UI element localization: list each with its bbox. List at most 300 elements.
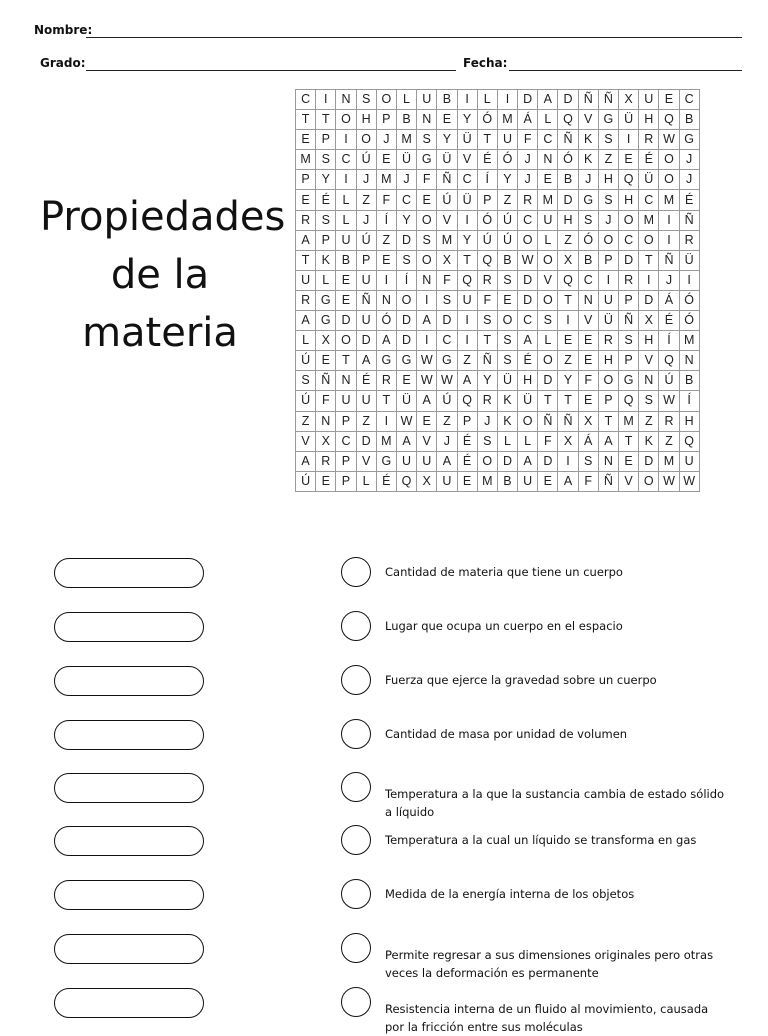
grid-cell[interactable]: E <box>336 270 356 290</box>
answer-box-2[interactable] <box>54 612 204 642</box>
grid-cell[interactable]: L <box>538 110 558 130</box>
grid-cell[interactable]: I <box>376 270 396 290</box>
answer-box-5[interactable] <box>54 773 204 803</box>
grid-cell[interactable]: Ü <box>619 110 639 130</box>
grid-cell[interactable]: A <box>417 391 437 411</box>
grid-cell[interactable]: U <box>417 451 437 471</box>
grid-cell[interactable]: R <box>296 290 316 310</box>
date-field[interactable] <box>509 70 742 71</box>
grid-cell[interactable]: D <box>497 451 517 471</box>
grid-cell[interactable]: S <box>417 130 437 150</box>
grid-cell[interactable]: L <box>356 471 376 491</box>
grid-cell[interactable]: Ó <box>477 110 497 130</box>
grid-cell[interactable]: É <box>477 150 497 170</box>
grid-cell[interactable]: G <box>619 371 639 391</box>
grid-cell[interactable]: W <box>659 471 679 491</box>
grid-cell[interactable]: Q <box>619 391 639 411</box>
match-circle-3[interactable] <box>341 665 371 695</box>
grid-cell[interactable]: B <box>336 250 356 270</box>
grid-cell[interactable]: C <box>518 210 538 230</box>
grid-cell[interactable]: P <box>336 451 356 471</box>
grid-cell[interactable]: X <box>558 431 578 451</box>
grid-cell[interactable]: O <box>518 411 538 431</box>
grid-cell[interactable]: R <box>518 190 538 210</box>
grid-cell[interactable]: T <box>316 110 336 130</box>
grid-cell[interactable]: S <box>497 351 517 371</box>
grid-cell[interactable]: X <box>417 471 437 491</box>
grid-cell[interactable]: S <box>437 290 457 310</box>
grid-cell[interactable]: V <box>578 110 598 130</box>
grid-cell[interactable]: E <box>376 150 396 170</box>
grid-cell[interactable]: W <box>396 411 416 431</box>
grid-cell[interactable]: Ú <box>296 391 316 411</box>
match-circle-5[interactable] <box>341 772 371 802</box>
grid-cell[interactable]: D <box>558 190 578 210</box>
grid-cell[interactable]: D <box>396 230 416 250</box>
grid-cell[interactable]: V <box>417 431 437 451</box>
grid-cell[interactable]: I <box>679 270 699 290</box>
grid-cell[interactable]: R <box>598 331 618 351</box>
grid-cell[interactable]: N <box>336 371 356 391</box>
grid-cell[interactable]: E <box>316 471 336 491</box>
grid-cell[interactable]: C <box>437 331 457 351</box>
grid-cell[interactable]: C <box>518 311 538 331</box>
grid-cell[interactable]: J <box>659 270 679 290</box>
grid-cell[interactable]: E <box>659 90 679 110</box>
grid-cell[interactable]: C <box>619 230 639 250</box>
grid-cell[interactable]: F <box>376 190 396 210</box>
grid-cell[interactable]: F <box>316 391 336 411</box>
grid-cell[interactable]: Z <box>376 230 396 250</box>
grid-cell[interactable]: V <box>538 270 558 290</box>
grid-cell[interactable]: B <box>578 250 598 270</box>
grid-cell[interactable]: X <box>316 431 336 451</box>
grid-cell[interactable]: N <box>316 411 336 431</box>
grid-cell[interactable]: Z <box>356 411 376 431</box>
grid-cell[interactable]: P <box>296 170 316 190</box>
grid-cell[interactable]: T <box>558 290 578 310</box>
grid-cell[interactable]: G <box>417 150 437 170</box>
grid-cell[interactable]: T <box>538 391 558 411</box>
grid-cell[interactable]: W <box>679 471 699 491</box>
grid-cell[interactable]: I <box>457 210 477 230</box>
grid-cell[interactable]: U <box>356 391 376 411</box>
grid-cell[interactable]: H <box>619 190 639 210</box>
grid-cell[interactable]: I <box>336 170 356 190</box>
grid-cell[interactable]: H <box>518 371 538 391</box>
grid-cell[interactable]: P <box>598 250 618 270</box>
grid-cell[interactable]: T <box>336 351 356 371</box>
grid-cell[interactable]: E <box>296 190 316 210</box>
grid-cell[interactable]: É <box>457 451 477 471</box>
grid-cell[interactable]: E <box>457 471 477 491</box>
grid-cell[interactable]: T <box>619 431 639 451</box>
grid-cell[interactable]: M <box>639 210 659 230</box>
grid-cell[interactable]: U <box>296 270 316 290</box>
grid-cell[interactable]: M <box>659 190 679 210</box>
grid-cell[interactable]: Q <box>619 170 639 190</box>
grid-cell[interactable]: Z <box>598 150 618 170</box>
grid-cell[interactable]: E <box>558 331 578 351</box>
grid-cell[interactable]: I <box>336 130 356 150</box>
grid-cell[interactable]: S <box>356 90 376 110</box>
grid-cell[interactable]: B <box>679 371 699 391</box>
grid-cell[interactable]: É <box>457 431 477 451</box>
grid-cell[interactable]: Í <box>477 170 497 190</box>
grid-cell[interactable]: Y <box>457 230 477 250</box>
grid-cell[interactable]: I <box>457 311 477 331</box>
grid-cell[interactable]: Q <box>659 110 679 130</box>
grid-cell[interactable]: Ó <box>497 150 517 170</box>
grid-cell[interactable]: L <box>296 331 316 351</box>
grid-cell[interactable]: A <box>598 431 618 451</box>
grid-cell[interactable]: P <box>336 471 356 491</box>
grid-cell[interactable]: T <box>296 110 316 130</box>
grid-cell[interactable]: I <box>417 290 437 310</box>
grid-cell[interactable]: D <box>639 451 659 471</box>
grid-cell[interactable]: Ü <box>639 170 659 190</box>
grid-cell[interactable]: M <box>396 130 416 150</box>
grid-cell[interactable]: N <box>538 150 558 170</box>
grid-cell[interactable]: T <box>639 250 659 270</box>
answer-box-6[interactable] <box>54 826 204 856</box>
grid-cell[interactable]: Ü <box>457 190 477 210</box>
grid-cell[interactable]: B <box>396 110 416 130</box>
grid-cell[interactable]: Ü <box>497 371 517 391</box>
grid-cell[interactable]: A <box>296 230 316 250</box>
grid-cell[interactable]: L <box>336 210 356 230</box>
grid-cell[interactable]: R <box>619 270 639 290</box>
grid-cell[interactable]: J <box>679 170 699 190</box>
grid-cell[interactable]: Ñ <box>538 411 558 431</box>
grid-cell[interactable]: U <box>598 290 618 310</box>
grid-cell[interactable]: A <box>538 90 558 110</box>
answer-box-9[interactable] <box>54 988 204 1018</box>
grid-cell[interactable]: E <box>538 471 558 491</box>
grid-cell[interactable]: Q <box>396 471 416 491</box>
grid-cell[interactable]: D <box>396 311 416 331</box>
grid-cell[interactable]: X <box>639 311 659 331</box>
grid-cell[interactable]: H <box>558 210 578 230</box>
grid-cell[interactable]: Y <box>457 110 477 130</box>
grid-cell[interactable]: Ñ <box>598 90 618 110</box>
grid-cell[interactable]: S <box>396 250 416 270</box>
grid-cell[interactable]: Ñ <box>598 471 618 491</box>
grid-cell[interactable]: Q <box>477 250 497 270</box>
grid-cell[interactable]: J <box>518 150 538 170</box>
grid-cell[interactable]: V <box>578 311 598 331</box>
grid-cell[interactable]: Ú <box>497 230 517 250</box>
grid-cell[interactable]: S <box>639 391 659 411</box>
grid-cell[interactable]: Ó <box>578 230 598 250</box>
grid-cell[interactable]: A <box>296 451 316 471</box>
grid-cell[interactable]: D <box>518 90 538 110</box>
grid-cell[interactable]: X <box>316 331 336 351</box>
grid-cell[interactable]: J <box>679 150 699 170</box>
grid-cell[interactable]: U <box>437 471 457 491</box>
grid-cell[interactable]: R <box>659 411 679 431</box>
grid-cell[interactable]: É <box>639 150 659 170</box>
grid-cell[interactable]: A <box>417 311 437 331</box>
grid-cell[interactable]: E <box>578 331 598 351</box>
grid-cell[interactable]: Ú <box>356 230 376 250</box>
grid-cell[interactable]: F <box>578 371 598 391</box>
grid-cell[interactable]: G <box>578 190 598 210</box>
grid-cell[interactable]: Ó <box>679 290 699 310</box>
grid-cell[interactable]: C <box>396 190 416 210</box>
grid-cell[interactable]: J <box>578 170 598 190</box>
grid-cell[interactable]: T <box>598 411 618 431</box>
grid-cell[interactable]: M <box>538 190 558 210</box>
grid-cell[interactable]: S <box>619 331 639 351</box>
grid-cell[interactable]: N <box>376 290 396 310</box>
grid-cell[interactable]: I <box>598 270 618 290</box>
grid-cell[interactable]: C <box>578 270 598 290</box>
grid-cell[interactable]: E <box>578 351 598 371</box>
grid-cell[interactable]: Ñ <box>619 311 639 331</box>
grid-cell[interactable]: R <box>477 270 497 290</box>
grid-cell[interactable]: D <box>538 451 558 471</box>
grid-cell[interactable]: J <box>477 411 497 431</box>
grid-cell[interactable]: W <box>417 371 437 391</box>
grid-cell[interactable]: O <box>356 130 376 150</box>
grid-cell[interactable]: N <box>679 351 699 371</box>
grid-cell[interactable]: U <box>396 451 416 471</box>
grid-cell[interactable]: U <box>356 311 376 331</box>
grid-cell[interactable]: D <box>518 290 538 310</box>
grid-cell[interactable]: A <box>518 451 538 471</box>
answer-box-1[interactable] <box>54 558 204 588</box>
grid-cell[interactable]: S <box>316 210 336 230</box>
grid-cell[interactable]: O <box>417 250 437 270</box>
grid-cell[interactable]: Ú <box>296 471 316 491</box>
grid-cell[interactable]: J <box>598 210 618 230</box>
grid-cell[interactable]: S <box>316 150 336 170</box>
grid-cell[interactable]: H <box>639 110 659 130</box>
grid-cell[interactable]: V <box>296 431 316 451</box>
grid-cell[interactable]: O <box>538 290 558 310</box>
grid-cell[interactable]: R <box>316 451 336 471</box>
grid-cell[interactable]: O <box>336 110 356 130</box>
grid-cell[interactable]: O <box>538 351 558 371</box>
grid-cell[interactable]: E <box>437 110 457 130</box>
grid-cell[interactable]: D <box>619 250 639 270</box>
grid-cell[interactable]: G <box>316 311 336 331</box>
grid-cell[interactable]: S <box>417 230 437 250</box>
grid-cell[interactable]: Ü <box>437 150 457 170</box>
grid-cell[interactable]: J <box>396 170 416 190</box>
grid-cell[interactable]: Ü <box>679 250 699 270</box>
grid-cell[interactable]: D <box>336 311 356 331</box>
grid-cell[interactable]: D <box>396 331 416 351</box>
grid-cell[interactable]: L <box>336 190 356 210</box>
grid-cell[interactable]: K <box>578 130 598 150</box>
grid-cell[interactable]: Ñ <box>659 250 679 270</box>
grid-cell[interactable]: C <box>296 90 316 110</box>
grid-cell[interactable]: O <box>538 250 558 270</box>
grid-cell[interactable]: U <box>639 90 659 110</box>
grid-cell[interactable]: E <box>376 250 396 270</box>
match-circle-1[interactable] <box>341 557 371 587</box>
grid-cell[interactable]: P <box>619 351 639 371</box>
grid-cell[interactable]: N <box>417 110 437 130</box>
grid-cell[interactable]: E <box>417 411 437 431</box>
grid-cell[interactable]: E <box>497 290 517 310</box>
grid-cell[interactable]: C <box>538 130 558 150</box>
grid-cell[interactable]: Y <box>437 130 457 150</box>
grid-cell[interactable]: F <box>417 170 437 190</box>
grid-cell[interactable]: K <box>578 150 598 170</box>
grid-cell[interactable]: Ü <box>396 391 416 411</box>
grid-cell[interactable]: Ñ <box>316 371 336 391</box>
grid-cell[interactable]: V <box>356 451 376 471</box>
grid-cell[interactable]: C <box>679 90 699 110</box>
grid-cell[interactable]: O <box>396 290 416 310</box>
match-circle-7[interactable] <box>341 879 371 909</box>
grid-cell[interactable]: G <box>396 351 416 371</box>
grid-cell[interactable]: U <box>679 451 699 471</box>
grid-cell[interactable]: I <box>558 451 578 471</box>
grid-cell[interactable]: Ú <box>659 371 679 391</box>
grid-cell[interactable]: Í <box>376 210 396 230</box>
grid-cell[interactable]: G <box>437 351 457 371</box>
grid-cell[interactable]: Ü <box>598 311 618 331</box>
grid-cell[interactable]: D <box>558 90 578 110</box>
grid-cell[interactable]: F <box>477 290 497 310</box>
match-circle-6[interactable] <box>341 825 371 855</box>
grid-cell[interactable]: S <box>296 371 316 391</box>
grid-cell[interactable]: T <box>477 331 497 351</box>
grid-cell[interactable]: S <box>578 210 598 230</box>
grid-cell[interactable]: D <box>437 311 457 331</box>
grid-cell[interactable]: N <box>639 371 659 391</box>
grid-cell[interactable]: Ú <box>437 391 457 411</box>
grid-cell[interactable]: O <box>598 230 618 250</box>
grid-cell[interactable]: U <box>336 391 356 411</box>
grid-cell[interactable]: M <box>497 110 517 130</box>
grid-cell[interactable]: É <box>659 311 679 331</box>
grid-cell[interactable]: T <box>376 391 396 411</box>
grid-cell[interactable]: S <box>497 270 517 290</box>
grid-cell[interactable]: Q <box>457 270 477 290</box>
grid-cell[interactable]: O <box>477 451 497 471</box>
grid-cell[interactable]: T <box>296 250 316 270</box>
grid-cell[interactable]: Z <box>457 351 477 371</box>
grid-cell[interactable]: B <box>437 90 457 110</box>
grid-cell[interactable]: S <box>538 311 558 331</box>
grid-cell[interactable]: O <box>639 230 659 250</box>
grid-cell[interactable]: Ñ <box>437 170 457 190</box>
grade-field[interactable] <box>86 70 456 71</box>
grid-cell[interactable]: U <box>417 90 437 110</box>
grid-cell[interactable]: P <box>356 250 376 270</box>
grid-cell[interactable]: R <box>639 130 659 150</box>
grid-cell[interactable]: N <box>578 290 598 310</box>
grid-cell[interactable]: X <box>619 90 639 110</box>
grid-cell[interactable]: M <box>296 150 316 170</box>
grid-cell[interactable]: E <box>578 391 598 411</box>
grid-cell[interactable]: S <box>598 130 618 150</box>
grid-cell[interactable]: M <box>679 331 699 351</box>
grid-cell[interactable]: Y <box>497 170 517 190</box>
grid-cell[interactable]: É <box>356 371 376 391</box>
grid-cell[interactable]: F <box>578 471 598 491</box>
grid-cell[interactable]: A <box>376 331 396 351</box>
grid-cell[interactable]: I <box>497 90 517 110</box>
grid-cell[interactable]: Y <box>477 371 497 391</box>
grid-cell[interactable]: W <box>437 371 457 391</box>
grid-cell[interactable]: Ó <box>679 311 699 331</box>
grid-cell[interactable]: O <box>659 170 679 190</box>
grid-cell[interactable]: M <box>376 431 396 451</box>
grid-cell[interactable]: U <box>518 471 538 491</box>
grid-cell[interactable]: Ú <box>497 210 517 230</box>
grid-cell[interactable]: Í <box>679 391 699 411</box>
grid-cell[interactable]: O <box>376 90 396 110</box>
grid-cell[interactable]: Z <box>558 351 578 371</box>
grid-cell[interactable]: G <box>376 351 396 371</box>
grid-cell[interactable]: W <box>417 351 437 371</box>
grid-cell[interactable]: S <box>578 451 598 471</box>
grid-cell[interactable]: Í <box>396 270 416 290</box>
grid-cell[interactable]: B <box>497 471 517 491</box>
grid-cell[interactable]: H <box>639 331 659 351</box>
answer-box-3[interactable] <box>54 666 204 696</box>
grid-cell[interactable]: U <box>538 210 558 230</box>
grid-cell[interactable]: A <box>558 471 578 491</box>
grid-cell[interactable]: Á <box>659 290 679 310</box>
match-circle-9[interactable] <box>341 987 371 1017</box>
grid-cell[interactable]: K <box>497 391 517 411</box>
grid-cell[interactable]: H <box>598 170 618 190</box>
grid-cell[interactable]: L <box>316 270 336 290</box>
grid-cell[interactable]: É <box>316 190 336 210</box>
grid-cell[interactable]: P <box>457 411 477 431</box>
grid-cell[interactable]: S <box>497 331 517 351</box>
grid-cell[interactable]: I <box>457 90 477 110</box>
grid-cell[interactable]: Ü <box>518 391 538 411</box>
grid-cell[interactable]: W <box>659 130 679 150</box>
name-field[interactable] <box>86 37 742 38</box>
match-circle-8[interactable] <box>341 933 371 963</box>
grid-cell[interactable]: L <box>497 431 517 451</box>
grid-cell[interactable]: Ñ <box>558 411 578 431</box>
grid-cell[interactable]: H <box>598 351 618 371</box>
grid-cell[interactable]: Ú <box>356 150 376 170</box>
grid-cell[interactable]: I <box>639 270 659 290</box>
grid-cell[interactable]: Z <box>356 190 376 210</box>
grid-cell[interactable]: K <box>639 431 659 451</box>
grid-cell[interactable]: S <box>598 190 618 210</box>
grid-cell[interactable]: E <box>396 371 416 391</box>
grid-cell[interactable]: Ú <box>437 190 457 210</box>
grid-cell[interactable]: J <box>356 210 376 230</box>
grid-cell[interactable]: O <box>518 230 538 250</box>
grid-cell[interactable]: I <box>376 411 396 431</box>
grid-cell[interactable]: L <box>477 90 497 110</box>
grid-cell[interactable]: M <box>659 451 679 471</box>
grid-cell[interactable]: O <box>598 371 618 391</box>
grid-cell[interactable]: F <box>538 431 558 451</box>
grid-cell[interactable]: S <box>477 431 497 451</box>
grid-cell[interactable]: W <box>659 391 679 411</box>
grid-cell[interactable]: V <box>639 351 659 371</box>
grid-cell[interactable]: Á <box>578 431 598 451</box>
grid-cell[interactable]: V <box>619 471 639 491</box>
grid-cell[interactable]: T <box>558 391 578 411</box>
grid-cell[interactable]: Ñ <box>356 290 376 310</box>
grid-cell[interactable]: J <box>376 130 396 150</box>
